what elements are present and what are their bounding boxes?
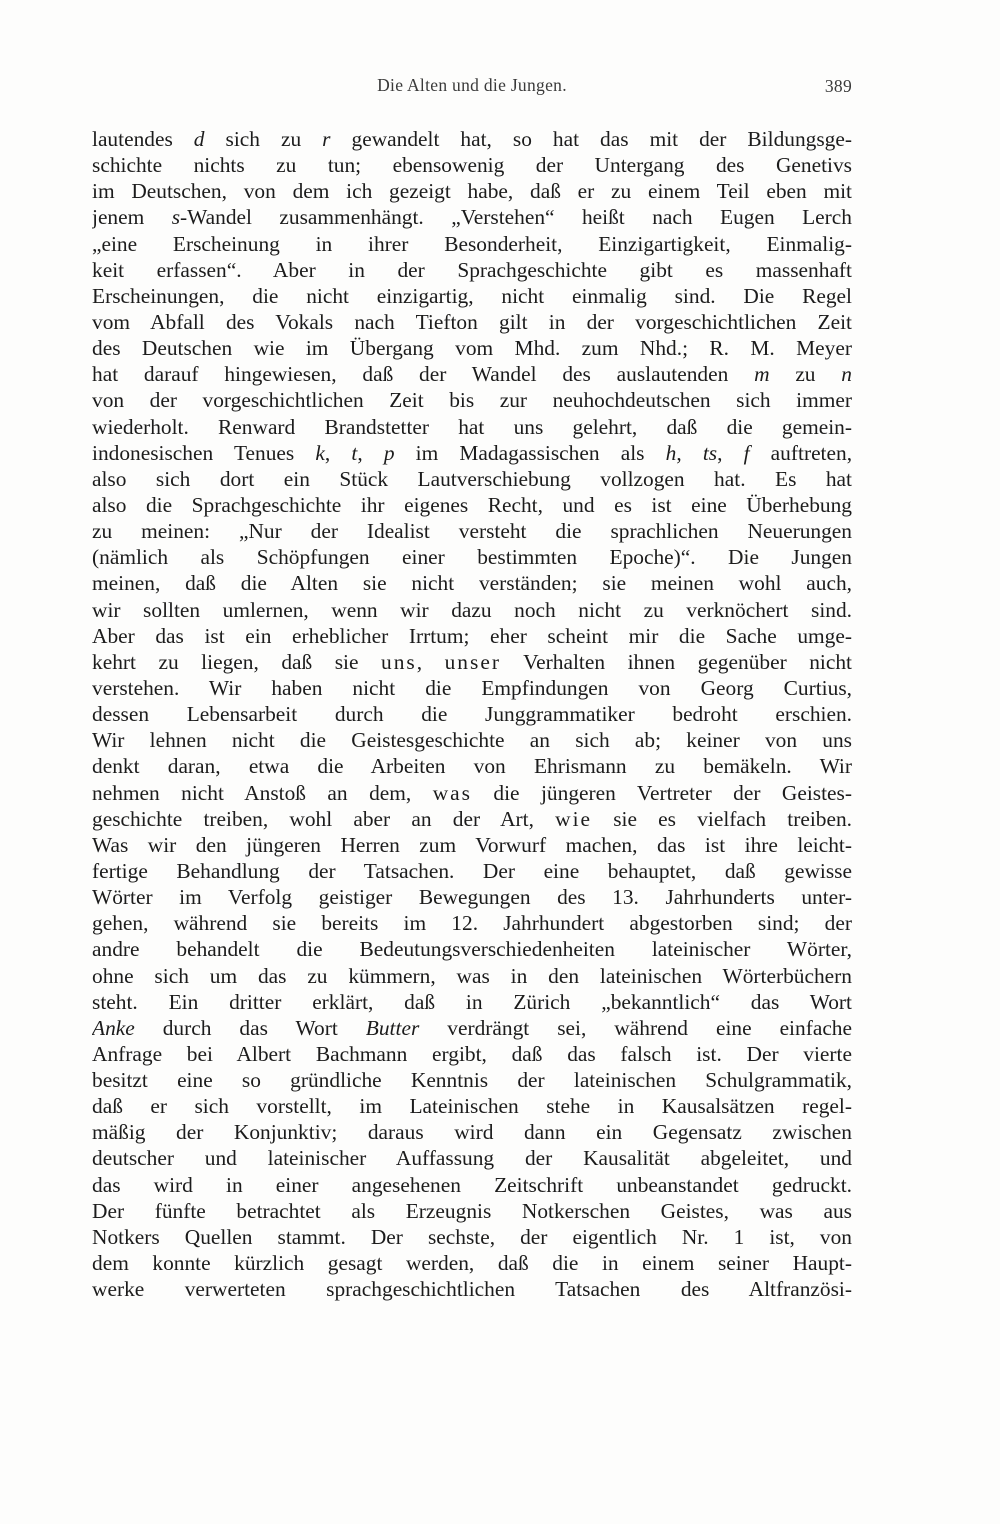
text-line: gehen, während sie bereits im 12. Jahrhundert abgestorben sind; der	[92, 911, 852, 936]
text-line: Wörter im Verfolg geistiger Bewegungen des 13. Jahrhunderts unter-	[92, 885, 852, 910]
text-line: Erscheinungen, die nicht einzigartig, nicht einmalig sind. Die Regel	[92, 283, 852, 308]
running-head	[92, 75, 852, 99]
text-line: hat darauf hingewiesen, daß der Wandel des auslautenden m zu n	[92, 362, 852, 387]
text-line: denkt daran, etwa die Arbeiten von Ehrismann zu bemäkeln. Wir	[92, 754, 852, 779]
text-line: keit erfassen“. Aber in der Sprachgeschichte gibt es massenhaft	[92, 257, 852, 282]
text-line: werke verwerteten sprachgeschichtlichen Tatsachen des Altfranzösi-	[92, 1277, 852, 1302]
text-line: das wird in einer angesehenen Zeitschrift unbeanstandet gedruckt.	[92, 1172, 852, 1197]
text-line: verstehen. Wir haben nicht die Empfindungen von Georg Curtius,	[92, 675, 852, 700]
text-line: wiederholt. Renward Brandstetter hat uns gelehrt, daß die gemein-	[92, 414, 852, 439]
text-line: Anke durch das Wort Butter verdrängt sei, während eine einfache	[92, 1015, 852, 1040]
text-line: Anfrage bei Albert Bachmann ergibt, daß das falsch ist. Der vierte	[92, 1041, 852, 1066]
text-line: daß er sich vorstellt, im Lateinischen stehe in Kausalsätzen regel-	[92, 1094, 852, 1119]
text-line: Der fünfte betrachtet als Erzeugnis Notkerschen Geistes, was aus	[92, 1198, 852, 1223]
text-line: „eine Erscheinung in ihrer Besonderheit, Einzigartigkeit, Einmalig-	[92, 231, 852, 256]
text-line: zu meinen: „Nur der Idealist versteht die sprachlichen Neuerungen	[92, 519, 852, 544]
page-number: 389	[824, 76, 852, 96]
body-text	[92, 126, 852, 1302]
text-line: fertige Behandlung der Tatsachen. Der eine behauptet, daß gewisse	[92, 858, 852, 883]
text-line: Notkers Quellen stammt. Der sechste, der eigentlich Nr. 1 ist, von	[92, 1224, 852, 1249]
text-line: also die Sprachgeschichte ihr eigenes Recht, und es ist eine Überhebung	[92, 492, 852, 517]
text-line: deutscher und lateinischer Auffassung der Kausalität abgeleitet, und	[92, 1146, 852, 1171]
text-line: von der vorgeschichtlichen Zeit bis zur neuhochdeutschen sich immer	[92, 388, 852, 413]
text-line: wir sollten umlernen, wenn wir dazu noch nicht zu verknöchert sind.	[92, 597, 852, 622]
text-line: nehmen nicht Anstoß an dem, was die jüngeren Vertreter der Geistes-	[92, 780, 852, 805]
text-line: steht. Ein dritter erklärt, daß in Zürich „bekanntlich“ das Wort	[92, 989, 852, 1014]
running-title: Die Alten und die Jungen.	[377, 75, 567, 95]
text-line: kehrt zu liegen, daß sie uns, unser Verhalten ihnen gegenüber nicht	[92, 649, 852, 674]
text-line: mäßig der Konjunktiv; daraus wird dann ein Gegensatz zwischen	[92, 1120, 852, 1145]
text-line: dem konnte kürzlich gesagt werden, daß die in einem seiner Haupt-	[92, 1251, 852, 1276]
text-line: dessen Lebensarbeit durch die Junggrammatiker bedroht erschien.	[92, 702, 852, 727]
text-line: vom Abfall des Vokals nach Tiefton gilt in der vorgeschichtlichen Zeit	[92, 309, 852, 334]
text-line: Wir lehnen nicht die Geistesgeschichte an sich ab; keiner von uns	[92, 728, 852, 753]
text-line: des Deutschen wie im Übergang vom Mhd. zum Nhd.; R. M. Meyer	[92, 336, 852, 361]
text-line: also sich dort ein Stück Lautverschiebung vollzogen hat. Es hat	[92, 466, 852, 491]
text-line: meinen, daß die Alten sie nicht verständen; sie meinen wohl auch,	[92, 571, 852, 596]
text-line: jenem s-Wandel zusammenhängt. „Verstehen“ heißt nach Eugen Lerch	[92, 205, 852, 230]
text-line: geschichte treiben, wohl aber an der Art, wie sie es vielfach treiben.	[92, 806, 852, 831]
text-line: ohne sich um das zu kümmern, was in den lateinischen Wörterbüchern	[92, 963, 852, 988]
text-line: schichte nichts zu tun; ebensowenig der Untergang des Genetivs	[92, 153, 852, 178]
text-line: Was wir den jüngeren Herren zum Vorwurf machen, das ist ihre leicht-	[92, 832, 852, 857]
text-line: andre behandelt die Bedeutungsverschiedenheiten lateinischer Wörter,	[92, 937, 852, 962]
text-line: lautendes d sich zu r gewandelt hat, so hat das mit der Bildungsge-	[92, 127, 852, 151]
text-line: besitzt eine so gründliche Kenntnis der lateinischen Schulgrammatik,	[92, 1068, 852, 1093]
text-line: Aber das ist ein erheblicher Irrtum; eher scheint mir die Sache umge-	[92, 623, 852, 648]
text-line: (nämlich als Schöpfungen einer bestimmten Epoche)“. Die Jungen	[92, 545, 852, 570]
text-line: im Deutschen, von dem ich gezeigt habe, daß er zu einem Teil eben mit	[92, 179, 852, 204]
text-line: indonesischen Tenues k, t, p im Madagassischen als h, ts, f auftreten,	[92, 440, 852, 465]
